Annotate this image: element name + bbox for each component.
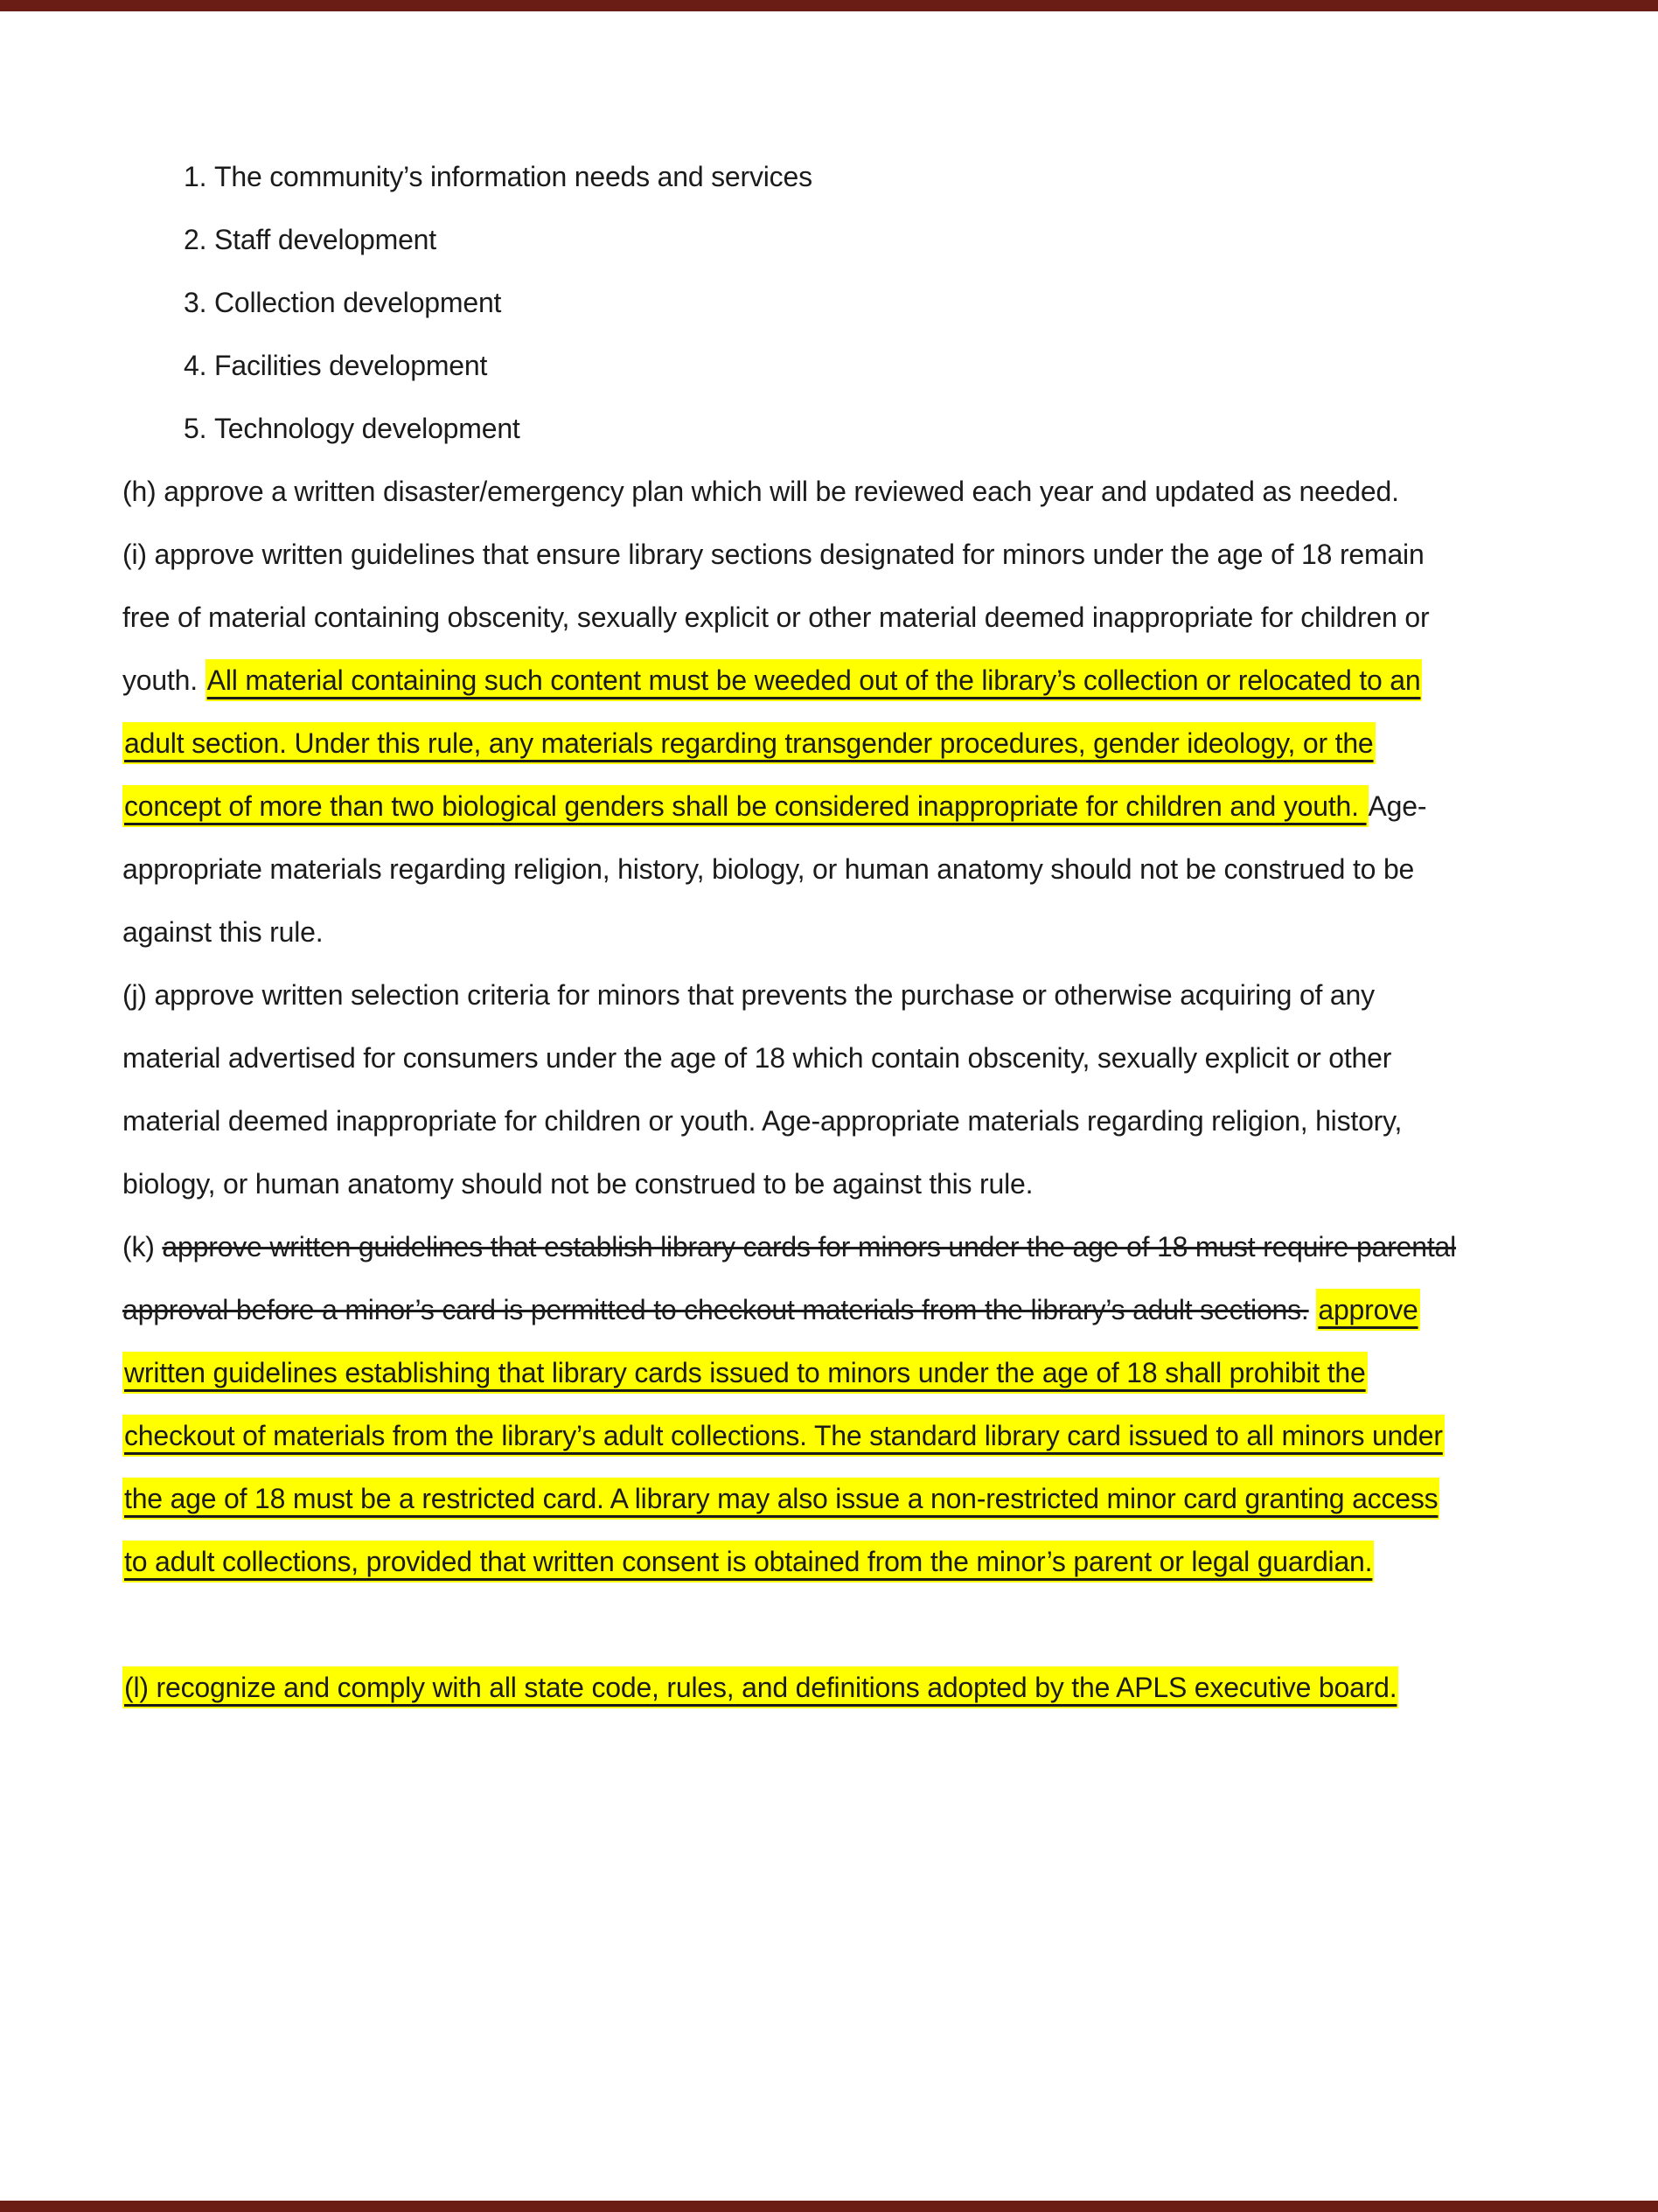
list-item-number: 3. [184,287,207,318]
bottom-page-edge [0,2201,1658,2212]
highlighted-insertion-text: All material containing such content must be weeded out of the library’s collection or relocated to an adult section. Under this rule, any materials regarding transgender procedures, gender ideology, or the concept of more than two biological genders shall be considered inappropriate for children and youth. [122,659,1422,827]
list-item-number: 1. [184,161,207,192]
list-item-text: The community’s information needs and services [214,161,812,192]
list-item-2 [184,208,1460,271]
text-segment: (j) approve written selection criteria for minors that prevents the purchase or otherwise acquiring of any material advertised for consumers under the age of 18 which contain obscenity, sexually explicit or other material deemed inappropriate for children or youth. Age-appropriate materials regarding religion, history, biology, or human anatomy should not be construed to be against this rule. [122,979,1403,1200]
list-item-number: 5. [184,413,207,444]
paragraph-j [122,963,1460,1215]
text-segment: Age-appropriate materials regarding religion, history, biology, or human anatomy should not be construed to be against this rule. [122,790,1427,948]
list-item-5 [184,397,1460,460]
list-item-text: Technology development [214,413,520,444]
text-segment: (h) approve a written disaster/emergency plan which will be reviewed each year and updated as needed. [122,476,1399,507]
highlighted-insertion-text: (l) recognize and comply with all state code, rules, and definitions adopted by the APLS executive board. [122,1666,1398,1708]
text-segment: (k) [122,1231,163,1263]
list-item-4 [184,334,1460,397]
paragraph-h [122,460,1460,523]
list-item-number: 4. [184,350,207,381]
text-segment: (i) approve written guidelines that ensure library sections designated for minors under the age of 18 remain free of material containing obscenity, sexually explicit or other material deemed inappropriate for children or youth. [122,539,1430,696]
paragraph-k [122,1215,1460,1593]
highlighted-insertion-text: approve written guidelines establishing that library cards issued to minors under the age of 18 shall prohibit the checkout of materials from the library’s adult collections. The standard library card issued to all minors under the age of 18 must be a restricted card. A library may also issue a non-restricted minor card granting access to adult collections, provided that written consent is obtained from the minor’s parent or legal guardian. [122,1289,1445,1582]
list-item-1 [184,145,1460,208]
list-item-text: Staff development [214,224,436,255]
paragraph-l [122,1656,1460,1719]
struck-deletion-text: approve written guidelines that establish library cards for minors under the age of 18 must require parental approval before a minor’s card is permitted to checkout materials from the library’s adult sections. [122,1231,1457,1325]
document-content [122,0,1460,1719]
list-item-3 [184,271,1460,334]
paragraphs-container [122,460,1460,1719]
list-item-text: Facilities development [214,350,488,381]
list-item-text: Collection development [214,287,502,318]
numbered-list [122,145,1460,460]
list-item-number: 2. [184,224,207,255]
paragraph-spacer [122,1593,1460,1656]
paragraph-i [122,523,1460,963]
